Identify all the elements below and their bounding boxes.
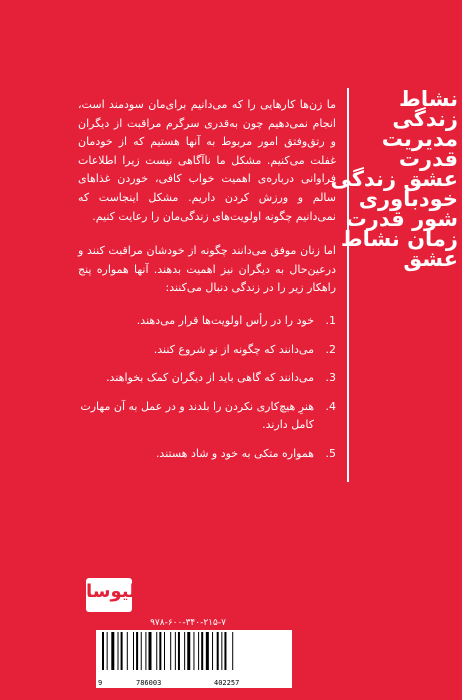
isbn-number: ۹۷۸-۶۰۰-۳۴۰-۲۱۵-۷ <box>150 618 226 628</box>
barcode-bar <box>221 632 222 670</box>
list-text: می‌دانند که چگونه از نو شروع کنند. <box>153 342 314 356</box>
barcode-bar <box>121 632 123 670</box>
list-number: 3. <box>325 371 336 385</box>
barcode-digit-left: 9 <box>98 679 103 687</box>
list-text: خود را در رأس اولویت‌ها قرار می‌دهند. <box>136 313 314 327</box>
barcode-bar <box>136 632 138 670</box>
barcode-bar <box>217 632 219 670</box>
vertical-divider <box>347 88 349 482</box>
title-word: مدیریت <box>381 127 458 151</box>
barcode-bar <box>193 632 194 670</box>
list-number: 5. <box>325 446 336 460</box>
publisher-logo-text: لیوسا <box>86 581 136 602</box>
barcode-bar <box>133 632 134 670</box>
barcode-bar <box>175 632 176 670</box>
list-text: همواره متکی به خود و شاد هستند. <box>155 446 314 460</box>
list-item <box>78 341 336 360</box>
barcode-bar <box>107 632 108 670</box>
blurb-paragraph: ما زن‌ها کارهایی را که می‌دانیم برای‌مان سودمند است، انجام نمی‌دهیم چون به‌قدری سرگرم مراقبت از دیگران و رتق‌وفتق امور مربوط به آنها هستیم که از خودمان غفلت می‌کنیم. مشکل ما ناآگاهی نیست زیرا اطلاعات فراوانی درباره‌ی اهمیت خواب کافی، خوردن غذاهای سالم و ورزش کردن داریم. مشکل اینجاست که نمی‌دانیم چگونه اولویت‌های زندگی‌مان را رعایت کنیم. <box>78 98 336 223</box>
barcode-bar <box>224 632 226 670</box>
barcode-bar <box>118 632 119 670</box>
list-item <box>78 312 336 331</box>
barcode-digits-mid: 786003 <box>136 679 162 687</box>
title-word: زندگی <box>392 107 458 131</box>
title-word: شور قدرت <box>345 207 458 231</box>
title-word-stack <box>330 87 458 418</box>
barcode-bar <box>206 632 209 670</box>
list-number: 1. <box>325 313 336 327</box>
title-word: قدرت <box>398 147 458 171</box>
title-word: نشاط <box>399 87 458 111</box>
barcode-bar <box>178 632 180 670</box>
title-word: عشق <box>403 247 458 271</box>
list-number: 4. <box>325 399 336 413</box>
barcode-bar <box>141 632 142 670</box>
list-text: می‌دانند که گاهی باید از دیگران کمک بخواهند. <box>106 371 314 385</box>
title-word: خودباوری <box>358 187 458 211</box>
title-word: عشق زندگی <box>330 167 458 191</box>
list-item <box>78 398 336 435</box>
strategy-list <box>78 312 336 464</box>
barcode-bar <box>212 632 213 670</box>
barcode-bar <box>232 632 233 670</box>
barcode <box>96 630 292 688</box>
blurb-paragraph: اما زنان موفق می‌دانند چگونه از خودشان مراقبت کنند و درعین‌حال به دیگران نیز اهمیت بدهند. آنها همواره پنج راهکار زیر را در زندگی دنبال می‌کنند: <box>78 244 336 295</box>
barcode-bar <box>170 632 171 670</box>
blurb <box>78 96 336 474</box>
list-item <box>78 369 336 388</box>
barcode-bar <box>184 632 185 670</box>
list-number: 2. <box>325 342 336 356</box>
barcode-bar <box>187 632 190 670</box>
barcode-bar <box>159 632 161 670</box>
barcode-bar <box>201 632 203 670</box>
barcode-bar <box>149 632 152 670</box>
barcode-digits-right: 402257 <box>214 679 240 687</box>
publisher-logo <box>86 578 136 612</box>
title-word: زمان نشاط <box>340 227 458 251</box>
barcode-bar <box>145 632 146 670</box>
barcode-bar <box>164 632 165 670</box>
barcode-bar <box>111 632 114 670</box>
list-text: هنرِ هیچ‌کاری نکردن را بلدند و در عمل به آن مهارت کامل دارند. <box>80 399 314 432</box>
barcode-bar <box>102 632 104 670</box>
barcode-bars-icon <box>100 632 288 676</box>
barcode-bar <box>198 632 199 670</box>
barcode-bar <box>156 632 157 670</box>
barcode-bar <box>127 632 128 670</box>
list-item <box>78 445 336 464</box>
